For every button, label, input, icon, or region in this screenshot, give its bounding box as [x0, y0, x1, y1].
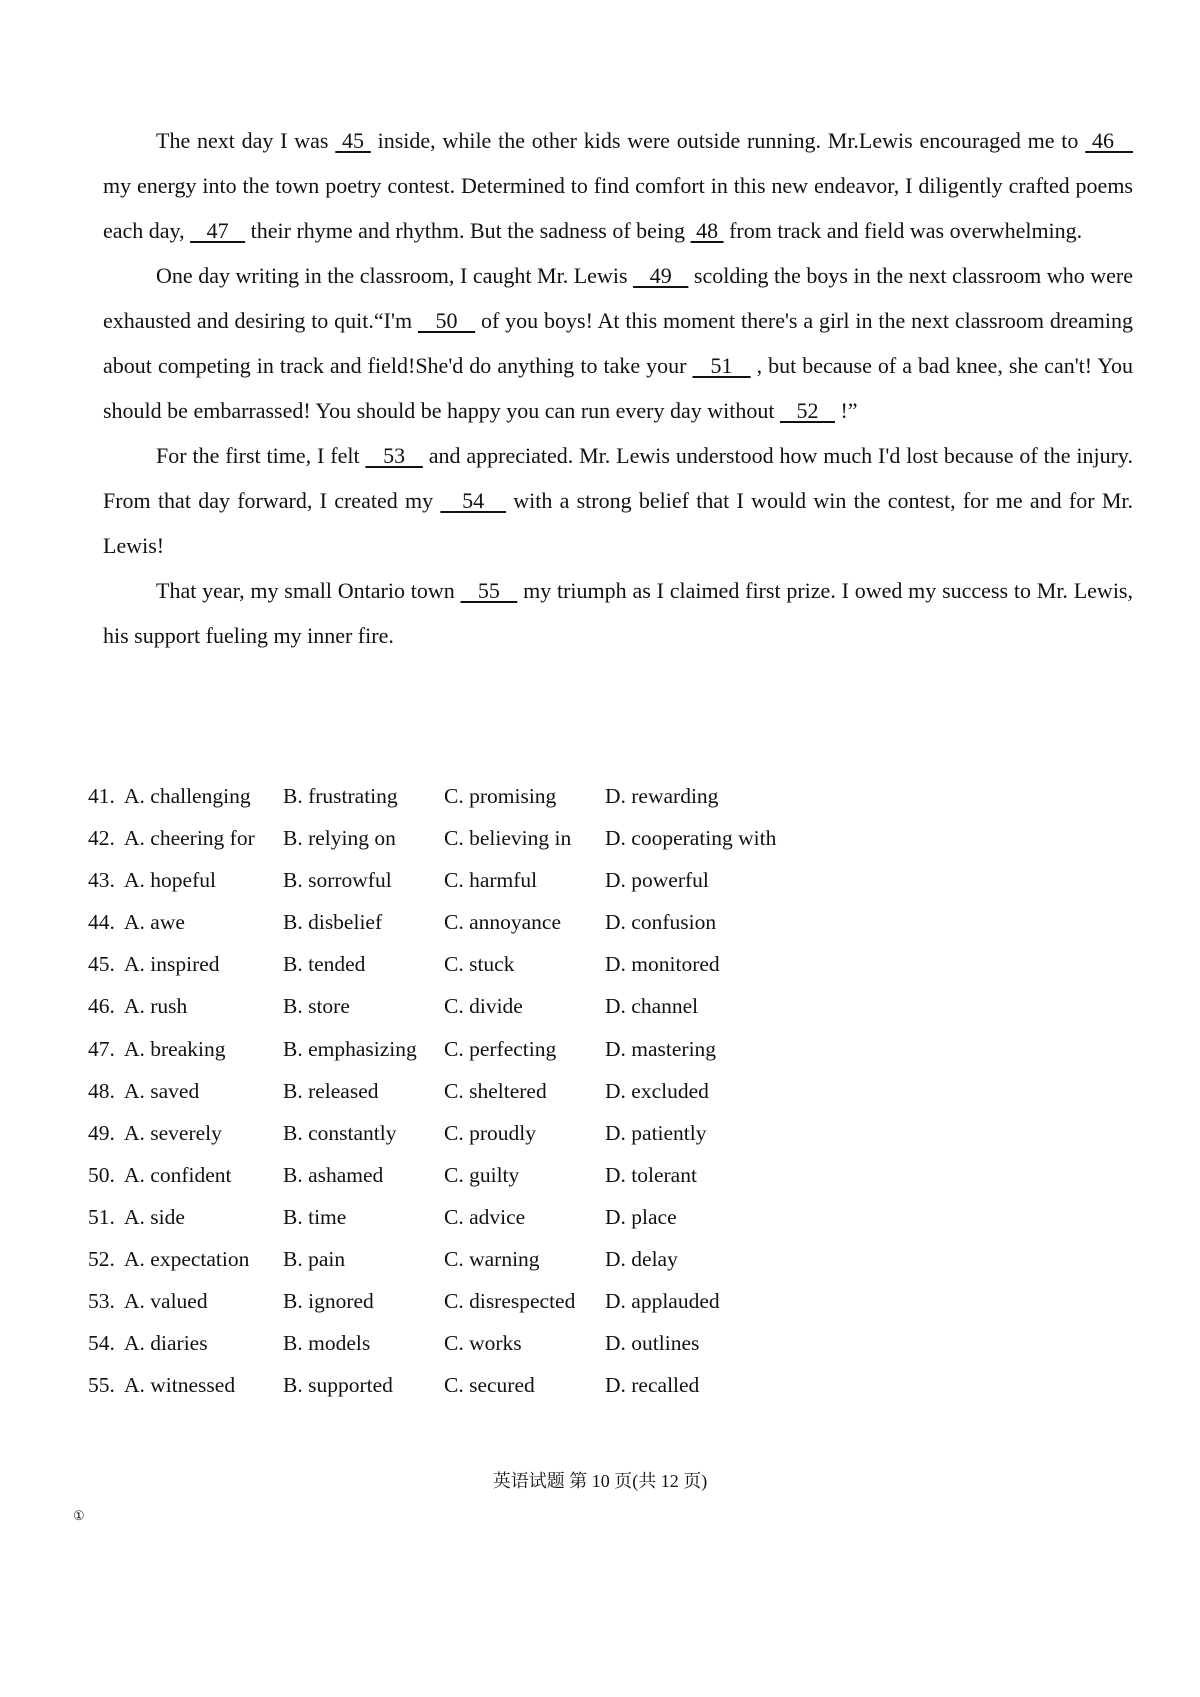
- question-number: 46.: [88, 994, 115, 1019]
- question-55-options: [88, 1373, 988, 1415]
- blank-54: 54: [440, 488, 506, 513]
- option-b: B. disbelief: [283, 910, 383, 935]
- question-number: 55.: [88, 1373, 115, 1398]
- option-b: B. constantly: [283, 1120, 397, 1145]
- question-52-options: [88, 1247, 988, 1289]
- text: from track and field was overwhelming.: [723, 218, 1083, 243]
- passage: [103, 118, 1133, 658]
- option-c: C. secured: [444, 1373, 535, 1398]
- option-c: C. warning: [444, 1247, 540, 1272]
- option-d: D. tolerant: [605, 1162, 697, 1187]
- question-41-options: [88, 784, 988, 826]
- question-number: 53.: [88, 1289, 115, 1314]
- option-c: C. promising: [444, 784, 557, 808]
- blank-48: 48: [690, 218, 724, 243]
- option-d: D. confusion: [605, 910, 717, 935]
- question-45-options: [88, 952, 988, 994]
- option-b: B. released: [283, 1078, 379, 1103]
- text: and appreciated. Mr. Lewis understood how much I'd lost because of the injury. From that day forward, I created my: [103, 443, 1134, 513]
- option-a: A. breaking: [124, 1036, 226, 1061]
- text: That year, my small Ontario town: [156, 578, 461, 603]
- option-a: A. expectation: [124, 1247, 250, 1272]
- question-number: 49.: [88, 1120, 115, 1145]
- text: of you boys! At this moment there's a girl in the next classroom dreaming about competing in track and field!She'd do anything to take your: [103, 308, 1133, 378]
- option-b: B. models: [283, 1331, 371, 1356]
- option-d: D. powerful: [605, 868, 709, 893]
- paragraph-2: [103, 253, 1133, 433]
- option-c: C. harmful: [444, 868, 538, 893]
- option-a: A. challenging: [124, 784, 251, 808]
- option-b: B. store: [283, 994, 350, 1019]
- option-b: B. frustrating: [283, 784, 398, 808]
- option-c: C. works: [444, 1331, 522, 1356]
- option-d: D. monitored: [605, 952, 720, 977]
- option-d: D. mastering: [605, 1036, 717, 1061]
- blank-50: 50: [417, 308, 476, 333]
- page-footer: 英语试题 第 10 页(共 12 页): [492, 1471, 708, 1491]
- option-c: C. stuck: [444, 952, 515, 977]
- question-number: 50.: [88, 1162, 115, 1187]
- text: The next day I was: [156, 128, 336, 153]
- option-a: A. inspired: [124, 952, 220, 977]
- option-b: B. tended: [283, 952, 366, 977]
- option-b: B. emphasizing: [283, 1036, 417, 1061]
- question-46-options: [88, 994, 988, 1036]
- question-42-options: [88, 826, 988, 868]
- option-c: C. divide: [444, 994, 523, 1019]
- option-b: B. pain: [283, 1247, 346, 1272]
- question-number: 45.: [88, 952, 115, 977]
- blank-46: 46: [1085, 128, 1134, 153]
- blank-49: 49: [633, 263, 689, 288]
- option-b: B. supported: [283, 1373, 393, 1398]
- option-d: D. recalled: [605, 1373, 700, 1398]
- question-number: 48.: [88, 1078, 115, 1103]
- question-50-options: [88, 1163, 988, 1205]
- option-d: D. delay: [605, 1247, 678, 1272]
- option-c: C. believing in: [444, 826, 572, 851]
- text: inside, while the other kids were outside running. Mr.Lewis encouraged me to: [370, 128, 1086, 153]
- question-number: 47.: [88, 1036, 115, 1061]
- text: my energy into the town poetry contest. Determined to find comfort in this new endeavor, I diligently crafted poems each day,: [103, 173, 1133, 243]
- option-a: A. saved: [124, 1078, 200, 1103]
- option-c: C. sheltered: [444, 1078, 547, 1103]
- text: my triumph as I claimed first prize. I owed my success to Mr. Lewis, his support fueling my inner fire.: [103, 578, 1133, 648]
- option-c: C. annoyance: [444, 910, 562, 935]
- option-b: B. sorrowful: [283, 868, 392, 893]
- question-number: 44.: [88, 910, 115, 935]
- option-a: A. diaries: [124, 1331, 208, 1356]
- question-number: 51.: [88, 1204, 115, 1229]
- text: , but because of a bad knee, she can't! You should be embarrassed! You should be happy you can run every day without: [103, 353, 1134, 423]
- option-c: C. perfecting: [444, 1036, 557, 1061]
- paragraph-4: [103, 568, 1133, 658]
- option-a: A. awe: [124, 910, 185, 935]
- option-d: D. outlines: [605, 1331, 700, 1356]
- option-d: D. rewarding: [605, 784, 719, 808]
- option-a: A. confident: [124, 1162, 232, 1187]
- option-a: A. rush: [124, 994, 188, 1019]
- question-43-options: [88, 868, 988, 910]
- option-b: B. time: [283, 1204, 347, 1229]
- paragraph-1: [103, 118, 1133, 253]
- option-d: D. applauded: [605, 1289, 720, 1314]
- option-a: A. cheering for: [124, 826, 255, 851]
- question-number: 42.: [88, 826, 115, 851]
- blank-55: 55: [460, 578, 518, 603]
- option-d: D. cooperating with: [605, 826, 777, 851]
- answer-options: [88, 784, 988, 1415]
- question-number: 54.: [88, 1331, 115, 1356]
- option-b: B. ignored: [283, 1289, 374, 1314]
- option-a: A. valued: [124, 1289, 208, 1314]
- text: their rhyme and rhythm. But the sadness of being: [245, 218, 691, 243]
- option-d: D. channel: [605, 994, 699, 1019]
- option-c: C. guilty: [444, 1162, 520, 1187]
- text: For the first time, I felt: [156, 443, 366, 468]
- question-49-options: [88, 1121, 988, 1163]
- blank-45: 45: [335, 128, 371, 153]
- option-d: D. excluded: [605, 1078, 709, 1103]
- question-44-options: [88, 910, 988, 952]
- text: with a strong belief that I would win the contest, for me and for Mr. Lewis!: [103, 488, 1134, 558]
- question-number: 43.: [88, 868, 115, 893]
- paragraph-3: [103, 433, 1133, 568]
- option-d: D. place: [605, 1204, 677, 1229]
- blank-47: 47: [190, 218, 246, 243]
- question-54-options: [88, 1331, 988, 1373]
- corner-mark: ①: [73, 1508, 85, 1523]
- question-48-options: [88, 1079, 988, 1121]
- question-47-options: [88, 1037, 988, 1079]
- text: !”: [834, 398, 858, 423]
- option-c: C. disrespected: [444, 1289, 576, 1314]
- question-number: 41.: [88, 784, 115, 808]
- question-number: 52.: [88, 1247, 115, 1272]
- option-a: A. hopeful: [124, 868, 216, 893]
- option-b: B. ashamed: [283, 1162, 384, 1187]
- question-53-options: [88, 1289, 988, 1331]
- question-51-options: [88, 1205, 988, 1247]
- option-c: C. advice: [444, 1204, 526, 1229]
- blank-53: 53: [365, 443, 423, 468]
- text: One day writing in the classroom, I caught Mr. Lewis: [156, 263, 634, 288]
- option-d: D. patiently: [605, 1120, 707, 1145]
- option-a: A. side: [124, 1204, 185, 1229]
- blank-51: 51: [692, 353, 751, 378]
- option-a: A. severely: [124, 1120, 222, 1145]
- blank-52: 52: [779, 398, 835, 423]
- option-c: C. proudly: [444, 1120, 536, 1145]
- option-b: B. relying on: [283, 826, 396, 851]
- option-a: A. witnessed: [124, 1373, 236, 1398]
- text: scolding the boys in the next classroom who were exhausted and desiring to quit.“I'm: [103, 263, 1133, 333]
